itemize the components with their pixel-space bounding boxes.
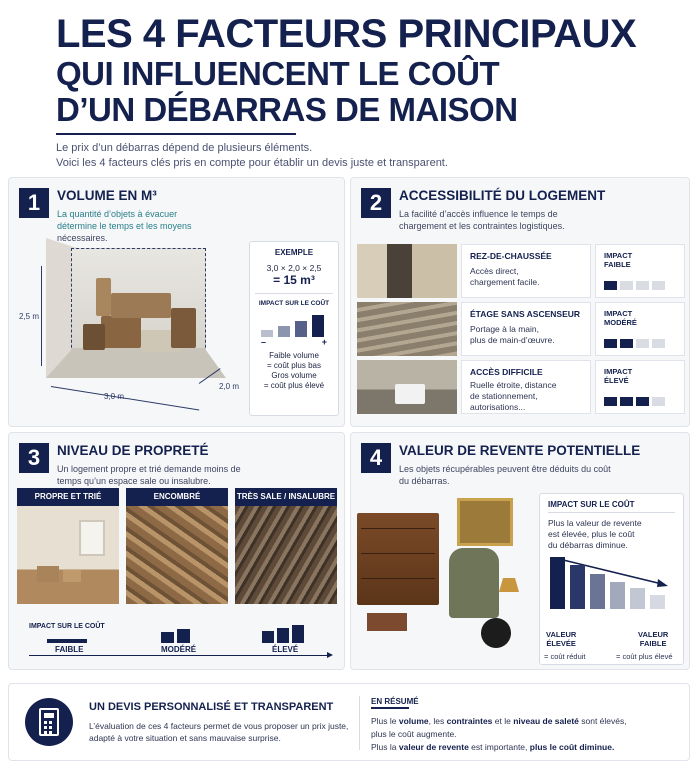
impact-bar-low	[47, 639, 87, 643]
summary-part: et le	[492, 716, 514, 726]
access-desc	[470, 324, 582, 346]
access-desc-line: de stationnement,	[470, 391, 538, 401]
low-value-label	[638, 630, 668, 648]
impact-level-square	[652, 397, 665, 406]
summary-line-2: plus le coût augmente.	[371, 729, 457, 739]
summary-text	[371, 715, 676, 754]
title-line-1: LES 4 FACTEURS PRINCIPAUX	[56, 12, 637, 56]
impact-indicator	[595, 360, 685, 414]
example-result: = 15 m³	[273, 273, 315, 287]
access-desc-line: autorisations...	[470, 402, 526, 412]
title-divider	[56, 133, 296, 135]
resale-impact-bar	[590, 574, 605, 609]
cluttered-room-photo	[126, 506, 228, 604]
factor-number-badge: 4	[361, 443, 391, 473]
level-mid: MODÉRÉ	[161, 645, 197, 654]
access-row-no-elevator	[357, 302, 685, 356]
impact-level-square	[620, 281, 633, 290]
impact-level-square	[636, 281, 649, 290]
plus-sign: +	[321, 337, 327, 347]
high-value-sub: = coût réduit	[544, 652, 586, 661]
impact-level-square	[620, 397, 633, 406]
footer-desc-line: adapté à votre situation et sans mauvaise surprise.	[89, 733, 281, 743]
access-title: ACCÈS DIFFICILE	[470, 367, 543, 377]
access-desc-line: Ruelle étroite, distance	[470, 380, 557, 390]
footer-desc-line: L’évaluation de ces 4 facteurs permet de vous proposer un prix juste,	[89, 721, 349, 731]
summary-bold: valeur de revente	[398, 742, 469, 752]
impact-level-square	[636, 397, 649, 406]
dirty-room-photo	[235, 506, 337, 604]
minus-sign: –	[261, 337, 267, 347]
label-line: FAIBLE	[639, 639, 667, 648]
example-box	[249, 241, 339, 416]
impact-value: MODÉRÉ	[604, 318, 637, 327]
summary-part: est importante,	[468, 742, 530, 752]
column-caption: ENCOMBRÉ	[126, 488, 228, 506]
volume-impact-bar	[295, 321, 307, 338]
access-row-ground-floor	[357, 244, 685, 298]
resale-impact-bar	[550, 557, 565, 609]
access-desc	[470, 380, 582, 413]
volume-impact-bar	[312, 315, 324, 337]
level-high: ÉLEVÉ	[272, 645, 299, 654]
access-title: REZ-DE-CHAUSSÉE	[470, 251, 552, 261]
impact-level-square	[604, 339, 617, 348]
intro-line-2: Voici les 4 facteurs clés pris en compte pour établir un devis juste et transparent.	[56, 157, 448, 169]
example-calc: 3,0 × 2,0 × 2,5	[266, 263, 322, 273]
access-desc-line: plus de main-d’œuvre.	[470, 335, 555, 345]
volume-impact-bars	[261, 311, 327, 337]
desc-line: du débarras.	[399, 476, 450, 486]
factor-cleanliness-panel	[8, 432, 345, 670]
factor-title: ACCESSIBILITÉ DU LOGEMENT	[399, 188, 606, 203]
example-heading: EXEMPLE	[274, 248, 314, 257]
high-value-label	[546, 630, 576, 648]
impact-arrow	[29, 655, 331, 656]
staircase-photo	[357, 302, 457, 356]
desc-line: Les objets récupérables peuvent être déduits du coût	[399, 464, 611, 474]
room-illustration	[41, 238, 231, 388]
footer-description	[89, 720, 349, 744]
impact-label: IMPACT	[604, 309, 633, 318]
label-line: ÉLEVÉE	[546, 639, 576, 648]
impact-level-square	[652, 339, 665, 348]
factor-number-badge: 3	[19, 443, 49, 473]
impact-description	[548, 518, 675, 551]
summary-line-3	[371, 741, 676, 754]
impact-value: FAIBLE	[604, 260, 631, 269]
factor-description	[399, 208, 565, 232]
access-desc	[470, 266, 582, 288]
summary-part: sont élevés,	[578, 716, 627, 726]
impact-desc-line: du débarras diminue.	[548, 540, 628, 550]
impact-label: IMPACT SUR LE COÛT	[258, 300, 330, 307]
factor-number-badge: 2	[361, 188, 391, 218]
impact-level-square	[620, 339, 633, 348]
intro-line-1: Le prix d’un débarras dépend de plusieurs éléments.	[56, 142, 313, 154]
calculator-icon	[25, 698, 73, 746]
page-title	[56, 14, 676, 126]
impact-indicator	[595, 302, 685, 356]
impact-value: ÉLEVÉ	[604, 376, 629, 385]
impact-level-square	[604, 281, 617, 290]
access-desc-line: Portage à la main,	[470, 324, 539, 334]
factor-title: NIVEAU DE PROPRETÉ	[57, 443, 209, 458]
factor-number-badge: 1	[19, 188, 49, 218]
example-line: Faible volume	[269, 351, 319, 360]
title-line-2: QUI INFLUENCENT LE COÛT	[56, 55, 500, 92]
example-line: Gros volume	[271, 371, 317, 380]
impact-level-square	[636, 339, 649, 348]
dimension-width: 3,0 m	[104, 392, 125, 401]
summary-bold: plus le coût diminue.	[529, 742, 615, 752]
summary-bold: niveau de saleté	[513, 716, 579, 726]
resale-impact-bar	[650, 595, 665, 609]
level-low: FAIBLE	[55, 645, 84, 654]
footer-summary	[8, 683, 690, 761]
impact-label: IMPACT	[604, 367, 633, 376]
factor-title: VALEUR DE REVENTE POTENTIELLE	[399, 443, 641, 458]
factor-volume-panel	[8, 177, 345, 427]
antique-objects-illustration	[357, 498, 527, 658]
impact-bar-high	[292, 625, 304, 643]
impact-indicator	[595, 244, 685, 298]
summary-line-1	[371, 715, 676, 728]
summary-part: Plus la	[371, 742, 399, 752]
narrow-street-photo	[357, 360, 457, 414]
clean-room-photo	[17, 506, 119, 604]
factor-title: VOLUME EN M³	[57, 188, 157, 203]
dirty-column	[235, 488, 337, 604]
access-desc-line: chargement facile.	[470, 277, 540, 287]
desc-line: Un logement propre et trié demande moins de	[57, 464, 241, 474]
access-row-difficult	[357, 360, 685, 414]
impact-bar-mid	[161, 632, 174, 643]
impact-bar-high	[277, 628, 289, 643]
ground-floor-photo	[357, 244, 457, 298]
dimension-depth: 2,0 m	[219, 382, 240, 391]
summary-part: , les	[428, 716, 447, 726]
impact-level-square	[652, 281, 665, 290]
dimension-height: 2,5 m	[19, 312, 40, 321]
impact-level-square	[604, 397, 617, 406]
impact-desc-line: est élevée, plus le coût	[548, 529, 635, 539]
label-line: VALEUR	[638, 630, 669, 639]
label-line: VALEUR	[546, 630, 577, 639]
desc-line: chargement et les contraintes logistiques.	[399, 221, 565, 231]
impact-bar-mid	[177, 629, 190, 643]
summary-bold: contraintes	[446, 716, 493, 726]
impact-label: IMPACT	[604, 251, 633, 260]
example-explanation	[255, 351, 333, 391]
summary-part: Plus le	[371, 716, 399, 726]
example-line: = coût plus élevé	[263, 381, 325, 390]
impact-label: IMPACT SUR LE COÛT	[29, 623, 105, 630]
cluttered-column	[126, 488, 228, 604]
title-line-3: D’UN DÉBARRAS DE MAISON	[56, 91, 518, 128]
resale-impact-bar	[630, 588, 645, 609]
volume-impact-bar	[278, 326, 290, 337]
desc-line: temps qu’un espace sale ou insalubre.	[57, 476, 211, 486]
footer-title: UN DEVIS PERSONNALISÉ ET TRANSPARENT	[89, 701, 334, 713]
footer-divider	[359, 696, 360, 750]
factor-description	[399, 463, 611, 487]
desc-line: nécessaires.	[57, 233, 108, 243]
column-caption: TRÈS SALE / INSALUBRE	[235, 488, 337, 506]
resale-impact-bar	[570, 565, 585, 609]
low-value-sub: = coût plus élevé	[616, 652, 673, 661]
summary-heading: EN RÉSUMÉ	[371, 697, 419, 706]
access-desc-line: Accès direct,	[470, 266, 519, 276]
summary-bold: volume	[398, 716, 429, 726]
desc-line: La facilité d’accès influence le temps de	[399, 209, 558, 219]
desc-line: La quantité d’objets à évacuer	[57, 209, 178, 219]
access-title: ÉTAGE SANS ASCENSEUR	[470, 309, 581, 319]
example-line: = coût plus bas	[266, 361, 322, 370]
resale-impact-box	[539, 493, 684, 665]
factor-resale-panel	[350, 432, 690, 670]
impact-bar-high	[262, 631, 274, 643]
impact-heading: IMPACT SUR LE COÛT	[548, 500, 635, 509]
factor-accessibility-panel	[350, 177, 690, 427]
clean-column	[17, 488, 119, 604]
factor-description	[57, 463, 241, 487]
volume-impact-bar	[261, 330, 273, 337]
resale-impact-bar	[610, 582, 625, 609]
desc-line: détermine le temps et les moyens	[57, 221, 192, 231]
impact-desc-line: Plus la valeur de revente	[548, 518, 642, 528]
column-caption: PROPRE ET TRIÉ	[17, 488, 119, 506]
intro-text	[56, 141, 448, 171]
